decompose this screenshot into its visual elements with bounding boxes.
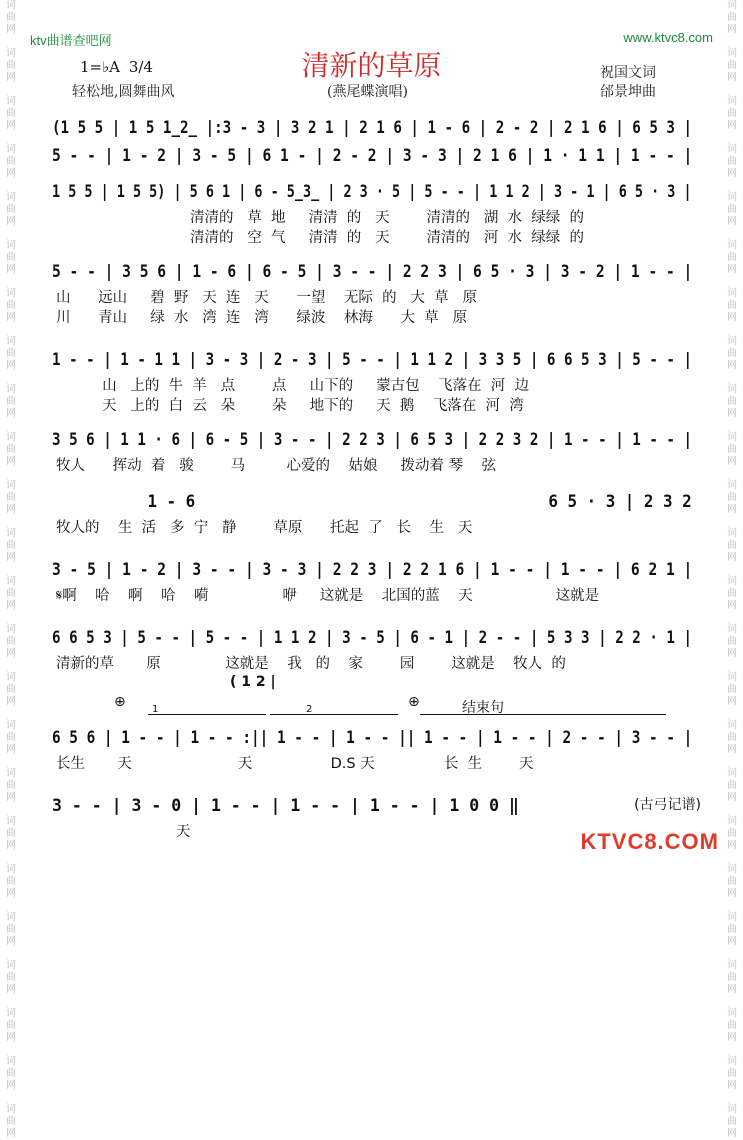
notation-line: (1 5 5 | 1 5 1̲2̲ |:3 - 3 | 3 2 1 | 2 1 6 | 1 - 6 | 2 - 2 | 2 1 6 | 6 5 3 | <box>52 118 692 137</box>
singer: (燕尾蝶演唱) <box>327 84 408 100</box>
notation-line: 3 5 6 | 1 1 · 6 | 6 - 5 | 3 - - | 2 2 3 | 6 5 3 | 2 2 3 2 | 1 - - | 1 - - | <box>52 430 692 449</box>
lyric-line: 清新的草 原 这就是 我 的 家 园 这就是 牧人 的 <box>56 656 566 672</box>
site-url-right: www.ktvc8.com <box>623 30 713 45</box>
pickup-notes: ( 1 2 | <box>230 674 276 690</box>
site-logo: KTVC8.COM <box>580 829 719 854</box>
lyric-line: 牧人 挥动 着 骏 马 心爱的 姑娘 拨动着 琴 弦 <box>56 458 497 474</box>
lyric-line: 天 上的 白 云 朵 朵 地下的 天 鹅 飞落在 河 湾 <box>56 398 524 414</box>
site-name-left: ktv曲谱查吧网 <box>30 33 112 48</box>
volta-2-line <box>270 714 398 715</box>
lyric-line: 天 <box>56 824 191 840</box>
ending-line <box>420 714 666 715</box>
song-title: 清新的草原 <box>301 49 442 82</box>
time-signature: 3/4 <box>128 58 153 76</box>
side-watermark-left: 词 曲 网 词 曲 网 词 曲 网 词 曲 网 词 曲 网 词 曲 网 词 曲 网 词 曲 网 词 曲 网 词 曲 网 词 曲 网 词 曲 网 词 曲 网 词 曲 网 词 曲 网 词 曲 网 词 曲 网 词 曲 网 词 曲 网 词 曲 网 词 曲 网 词 曲 网 词 曲 网 词 曲 网 <box>6 0 16 1139</box>
notation-line: 5 - - | 3 5 6 | 1 - 6 | 6 - 5 | 3 - - | 2 2 3 | 6 5 · 3 | 3 - 2 | 1 - - | <box>52 262 693 281</box>
notation-line: 1 - 6 6 5 · 3 | 2 3 2 <box>52 492 692 511</box>
ending-label: 结束句 <box>462 700 504 716</box>
lyric-line: 牧人的 生 活 多 宁 静 草原 托起 了 长 生 天 <box>56 520 473 536</box>
lyric-line: 𝄋啊 哈 啊 哈 嗬 咿 这就是 北国的蓝 天 这就是 <box>56 588 600 604</box>
lyric-line: 长生 天 天 D.S 天 长 生 天 <box>56 756 534 772</box>
style-marking: 轻松地,圆舞曲风 <box>72 84 175 100</box>
notation-line: 1 5 5 | 1 5 5) | 5 6 1 | 6 - 5̲3̲ | 2 3 · 5 | 5 - - | 1 1 2 | 3 - 1 | 6 5 · 3 | <box>52 182 692 201</box>
lyric-line: 清清的 草 地 清清 的 天 清清的 湖 水 绿绿 的 <box>190 210 584 226</box>
key-signature <box>80 58 153 76</box>
notation-line: 3 - 5 | 1 - 2 | 3 - - | 3 - 3 | 2 2 3 | 2 2 1 6 | 1 - - | 1 - - | 6 2 1 | <box>52 560 693 579</box>
lyric-line: 川 青山 绿 水 湾 连 湾 绿波 林海 大 草 原 <box>56 310 468 326</box>
key-value: 1=♭A <box>80 58 121 76</box>
lyric-line: 清清的 空 气 清清 的 天 清清的 河 水 绿绿 的 <box>190 230 584 246</box>
volta-1-line <box>148 714 266 715</box>
notation-line: 6 6 5 3 | 5 - - | 5 - - | 1 1 2 | 3 - 5 | 6 - 1 | 2 - - | 5 3 3 | 2 2 · 1 | <box>52 628 692 647</box>
volta-1: 1 <box>152 704 159 715</box>
notation-line: 1 - - | 1 - 1 1 | 3 - 3 | 2 - 3 | 5 - - | 1 1 2 | 3 3 5 | 6 6 5 3 | 5 - - | <box>52 350 692 369</box>
side-watermark-right: 词 曲 网 词 曲 网 词 曲 网 词 曲 网 词 曲 网 词 曲 网 词 曲 网 词 曲 网 词 曲 网 词 曲 网 词 曲 网 词 曲 网 词 曲 网 词 曲 网 词 曲 网 词 曲 网 词 曲 网 词 曲 网 词 曲 网 词 曲 网 词 曲 网 词 曲 网 词 曲 网 词 曲 网 <box>727 0 737 1139</box>
composer: 邰景坤曲 <box>600 84 656 100</box>
notation-line: 6 5 6 | 1 - - | 1 - - :|| 1 - - | 1 - - || 1 - - | 1 - - | 2 - - | 3 - - | <box>52 728 693 747</box>
volta-2: 2 <box>306 704 313 715</box>
coda-sign-2: ⊕ <box>408 694 420 710</box>
notation-line: 3 - - | 3 - 0 | 1 - - | 1 - - | 1 - - | 1 0 0 ‖ <box>52 796 519 815</box>
transcriber-note: (古弓记谱) <box>634 797 701 813</box>
lyricist: 祝国文词 <box>600 65 656 81</box>
notation-line: 5 - - | 1 - 2 | 3 - 5 | 6 1 - | 2 - 2 | 3 - 3 | 2 1 6 | 1 · 1 1 | 1 - - | <box>52 146 693 165</box>
lyric-line: 山 远山 碧 野 天 连 天 一望 无际 的 大 草 原 <box>56 290 477 306</box>
coda-sign-1: ⊕ <box>114 694 126 710</box>
lyric-line: 山 上的 牛 羊 点 点 山下的 蒙古包 飞落在 河 边 <box>56 378 530 394</box>
